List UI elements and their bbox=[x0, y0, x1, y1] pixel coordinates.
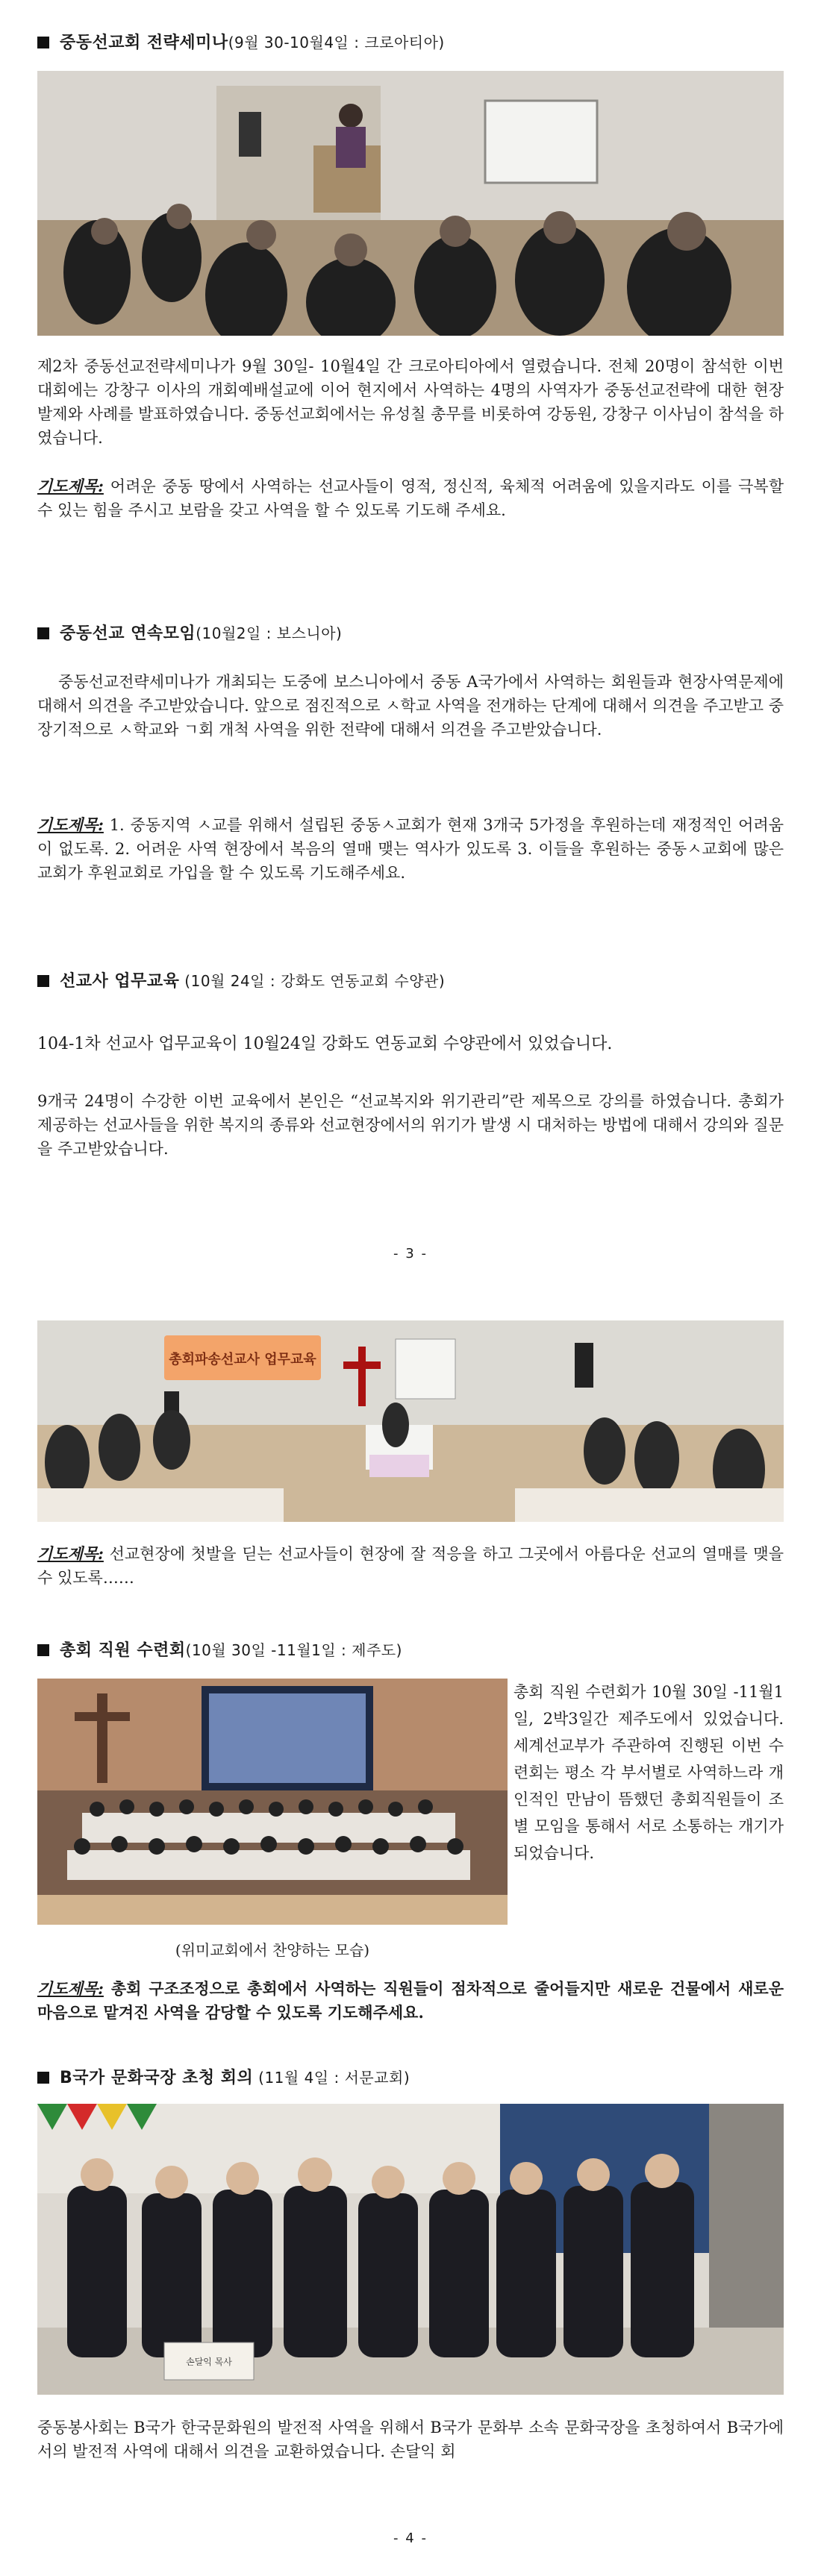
prayer-text: 총회 구조조정으로 총회에서 사역하는 직원들이 점차적으로 줄어들지만 새로운 건물에서 새로운 마음으로 맡겨진 사역을 감당할 수 있도록 기도해주세요. bbox=[37, 1979, 784, 2022]
nameplate-text: 손달익 목사 bbox=[186, 2357, 232, 2367]
section-heading-seminar bbox=[37, 30, 445, 53]
training-prayer bbox=[37, 1542, 784, 1590]
heading-title: B국가 문화국장 초청 회의 bbox=[60, 2069, 254, 2087]
square-bullet-icon bbox=[37, 627, 49, 639]
heading-title: 중동선교회 전략세미나 bbox=[60, 34, 228, 52]
retreat-prayer bbox=[37, 1977, 784, 2025]
retreat-photo-caption: (위미교회에서 찬양하는 모습) bbox=[175, 1941, 370, 1959]
heading-subtitle: (10월 30일 -11월1일 : 제주도) bbox=[185, 1641, 402, 1659]
page-number-3: - 3 - bbox=[393, 1246, 428, 1262]
prayer-label: 기도제목: bbox=[37, 1979, 104, 1998]
section-heading-retreat bbox=[37, 1638, 402, 1661]
meeting-prayer bbox=[37, 813, 784, 885]
training-line1: 104-1차 선교사 업무교육이 10월24일 강화도 연동교회 수양관에서 있었습니다. bbox=[37, 1035, 613, 1053]
seminar-body: 제2차 중동선교전략세미나가 9월 30일- 10월4일 간 크로아티아에서 열렸습니다. 전체 20명이 참석한 이번 대회에는 강창구 이사의 개회예배설교에 이어 현지에서 사역하는 4명의 사역자가 중동선교전략에 대한 현장 발제와 사례를 발표하였습니다. 중동선교회에서는 유성칠 총무를 비롯하여 강동원, 강창구 이사님이 참석을 하였습니다. bbox=[37, 357, 784, 447]
section-heading-culture bbox=[37, 2065, 410, 2088]
heading-subtitle: (9월 30-10월4일 : 크로아티아) bbox=[228, 34, 445, 51]
culture-body: 중동봉사회는 B국가 한국문화원의 발전적 사역을 위해서 B국가 문화부 소속 문화국장을 초청하여서 B국가에서의 발전적 사역에 대해서 의견을 교환하였습니다. 손달익 회 bbox=[37, 2419, 784, 2460]
prayer-text: 어려운 중동 땅에서 사역하는 선교사들이 영적, 정신적, 육체적 어려움에 있을지라도 이를 극복할 수 있는 힘을 주시고 보람을 갖고 사역을 할 수 있도록 기도해 주세요. bbox=[37, 477, 784, 519]
prayer-text: 선교현장에 첫발을 딛는 선교사들이 현장에 잘 적응을 하고 그곳에서 아름다운 선교의 열매를 맺을 수 있도록…… bbox=[37, 1545, 784, 1587]
prayer-label: 기도제목: bbox=[37, 815, 104, 834]
training-photo bbox=[37, 1320, 784, 1522]
heading-title: 선교사 업무교육 bbox=[60, 972, 180, 991]
meeting-body: 중동선교전략세미나가 개최되는 도중에 보스니아에서 중동 A국가에서 사역하는 회원들과 현장사역문제에 대해서 의견을 주고받았습니다. 앞으로 점진적으로 ㅅ학교 사역을 전개하는 단계에 대해서 의견을 주고받고 중장기적으로 ㅅ학교와 ㄱ회 개척 사역을 위한 전략에 대해서 의견을 주고받았습니다. bbox=[37, 673, 784, 739]
heading-subtitle: (10월2일 : 보스니아) bbox=[196, 624, 343, 642]
retreat-body: 총회 직원 수련회가 10월 30일 -11월1일, 2박3일간 제주도에서 있었습니다. 세계선교부가 주관하여 진행된 이번 수련회는 평소 각 부서별로 사역하느라 개인적인 만남이 뜸했던 총회직원들이 조별 모임을 통해서 서로 소통하는 개기가 되었습니다. bbox=[513, 1683, 784, 1862]
section-heading-training bbox=[37, 968, 445, 991]
banner-text: 총회파송선교사 업무교육 bbox=[169, 1352, 316, 1367]
heading-subtitle: (11월 4일 : 서문교회) bbox=[253, 2069, 410, 2087]
heading-title: 중동선교 연속모임 bbox=[60, 624, 196, 643]
square-bullet-icon bbox=[37, 37, 49, 48]
retreat-photo bbox=[37, 1679, 508, 1925]
square-bullet-icon bbox=[37, 1644, 49, 1656]
square-bullet-icon bbox=[37, 2072, 49, 2084]
prayer-label: 기도제목: bbox=[37, 477, 104, 495]
square-bullet-icon bbox=[37, 975, 49, 987]
seminar-photo bbox=[37, 71, 784, 336]
prayer-text: 1. 중동지역 ㅅ교를 위해서 설립된 중동ㅅ교회가 현재 3개국 5가정을 후원하는데 재정적인 어려움이 없도록. 2. 어려운 사역 현장에서 복음의 열매 맺는 역사가 있도록 3. 이들을 후원하는 중동ㅅ교회에 많은 교회가 후원교회로 가입을 할 수 있도록 기도해주세요. bbox=[37, 816, 784, 882]
section-heading-meeting bbox=[37, 621, 342, 644]
seminar-prayer bbox=[37, 474, 784, 522]
heading-subtitle: (10월 24일 : 강화도 연동교회 수양관) bbox=[179, 972, 446, 990]
culture-photo bbox=[37, 2104, 784, 2395]
page-number-4: - 4 - bbox=[393, 2530, 428, 2546]
heading-title: 총회 직원 수련회 bbox=[60, 1641, 186, 1660]
training-body: 9개국 24명이 수강한 이번 교육에서 본인은 “선교복지와 위기관리”란 제목으로 강의를 하였습니다. 총회가 제공하는 선교사들을 위한 복지의 종류와 선교현장에서의 위기가 발생 시 대처하는 방법에 대해서 강의와 질문을 주고받았습니다. bbox=[37, 1092, 784, 1158]
prayer-label: 기도제목: bbox=[37, 1544, 104, 1563]
